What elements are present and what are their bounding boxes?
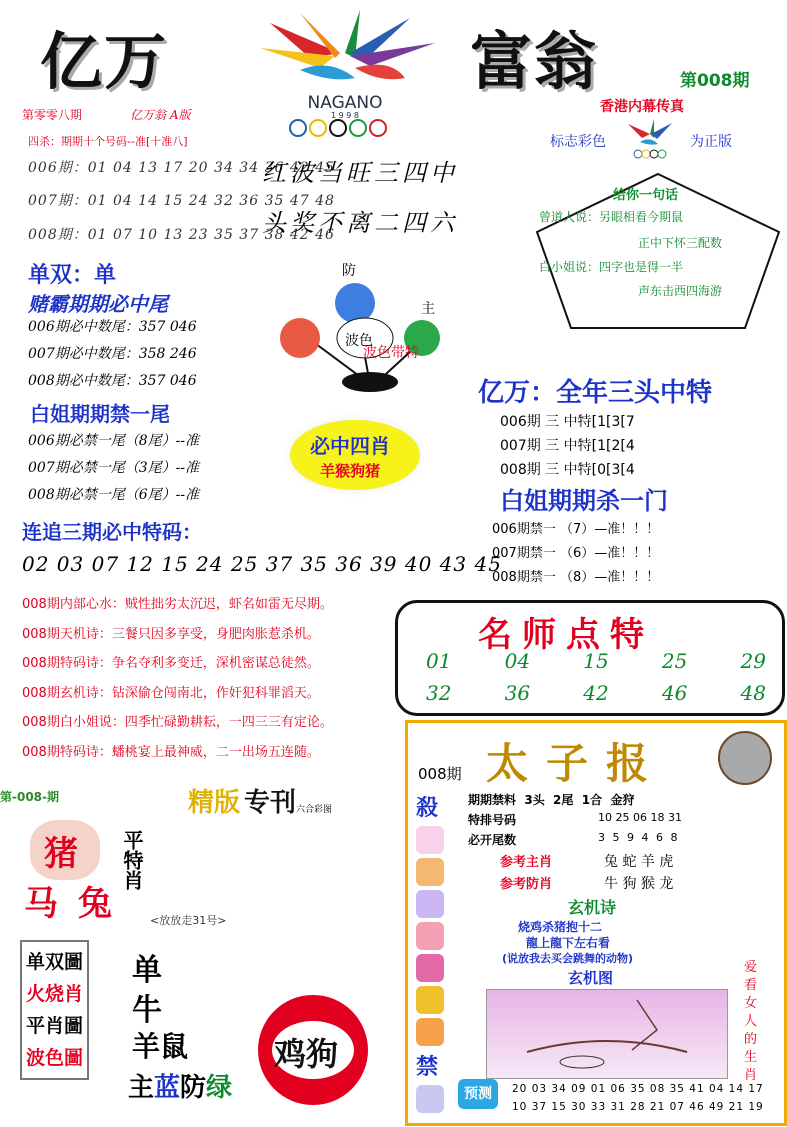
chicken-dog-badge (258, 995, 368, 1105)
pentagon-title: 给你一句话 (613, 188, 679, 203)
yiwan-row: 008期 三 中特[0[3[4 (500, 462, 635, 478)
note-a: 标志彩色 (550, 134, 606, 150)
master-number: 15 (583, 649, 609, 673)
four-zodiac-list: 羊猴狗猪 (320, 462, 381, 480)
poem-line-1: 烧鸡杀猪抱十二 (518, 920, 603, 934)
tail-row: 006期必中数尾：357 046 (28, 319, 197, 335)
poem-list (22, 590, 333, 767)
ban-tail-row: 008期必禁一尾（6尾）--准 (28, 487, 200, 503)
ball-diagram (275, 258, 475, 398)
predict-label: 预测 (464, 1086, 492, 1102)
fax-title: 香港内幕传真 (600, 99, 684, 115)
taizi-row-2-label: 特排号码 (468, 813, 517, 827)
label-box (20, 940, 89, 1080)
ban-tail-row: 007期必禁一尾（3尾）--准 (28, 460, 200, 476)
master-title: 名师点特 (478, 615, 654, 655)
olympic-flower-icon (240, 8, 450, 138)
taizi-issue: 008期 (418, 765, 462, 783)
yiwan-title: 亿万：全年三头中特 (478, 378, 713, 408)
baijie-row: 006期禁一 （7）—准！！！ (492, 522, 660, 537)
main-label: 主 (128, 1073, 155, 1103)
ten-numbers-row: 008期：01 07 10 13 23 35 37 38 42 46 (28, 227, 335, 243)
ban-label: 禁 (416, 1055, 439, 1080)
master-number: 48 (740, 681, 766, 705)
nagano-logo (240, 8, 450, 138)
pentagon-line: 正中下怀三配数 (638, 236, 723, 250)
issue-number: 第008期 (680, 71, 750, 91)
title-left: 亿万 (40, 25, 169, 98)
special-subtitle: 六合彩图 (296, 805, 333, 815)
poem-line: 008期天机诗：三餐只因多享受，身肥肉胀惹杀机。 (22, 626, 320, 642)
master-number: 36 (504, 681, 531, 705)
blue-label: 蓝 (154, 1073, 181, 1103)
master-number: 46 (661, 681, 688, 705)
taizi-row-1: 期期禁料 3头 2尾 1合 金狩 (468, 793, 635, 807)
ban-tail-title: 白姐期期禁一尾 (30, 402, 170, 426)
master-number: 32 (426, 681, 452, 705)
sheep-rat-chars: 羊鼠 (132, 1030, 189, 1063)
poem-line: 008期内部心水：贼性拙劣太沉迟，虾名如雷无尽期。 (22, 597, 333, 612)
tiger-icon (416, 890, 444, 918)
green-label: 绿 (206, 1073, 233, 1103)
svg-text:NAGANO: NAGANO (307, 93, 383, 113)
pentagon-line: 白小姐说：四字也是得一半 (539, 260, 684, 274)
master-number: 25 (661, 649, 688, 673)
zodiac-column (416, 791, 454, 1121)
monkey-icon (416, 1018, 444, 1046)
master-number: 29 (740, 649, 766, 673)
pentagon-line: 声东击西四海游 (638, 284, 723, 298)
dragon-icon (416, 954, 444, 982)
baijie-title: 白姐期期杀一门 (500, 487, 668, 515)
poem-line: 008期白小姐说：四季忙碌勤耕耘，一四三三有定论。 (22, 715, 333, 730)
taizi-row-4-label: 参考主肖 (500, 855, 553, 870)
tail-row: 008期必中数尾：357 046 (28, 373, 197, 389)
big-char-3: 兔 (78, 884, 112, 924)
poem-title: 玄机诗 (568, 898, 617, 917)
pentagon-box (533, 172, 783, 332)
horse-icon (416, 986, 444, 1014)
master-number: 01 (426, 649, 452, 673)
ox-char: 牛 (132, 993, 162, 1028)
side-vertical-text: 爱看女人的生肖 (744, 960, 758, 1083)
predict-numbers-2: 10 37 15 30 33 31 28 21 07 46 49 21 19 (512, 1101, 764, 1113)
label-line: 波色圖 (26, 1047, 84, 1069)
taizi-panel (405, 720, 787, 1126)
taizi-row-4-value: 兔 蛇 羊 虎 (604, 854, 674, 870)
note-b: 为正版 (690, 134, 732, 150)
taizi-row-2-value: 10 25 06 18 31 (598, 811, 682, 824)
baijie-row: 008期禁一 （8）—准！！！ (492, 570, 660, 585)
special-title-b: 专刊 (244, 788, 297, 818)
master-number: 42 (583, 681, 609, 705)
rat-icon (416, 826, 444, 854)
poem-line-2: 龍上龍下左右看 (526, 936, 611, 950)
slogan-line-2: 头奖不离二四六 (262, 209, 458, 237)
predict-numbers-1: 20 03 34 09 01 06 35 08 35 41 04 14 17 (512, 1083, 764, 1095)
poem-line: 008期特码诗：争名夺利多变迁，深机密谋总徒然。 (22, 656, 320, 671)
special-issue-number: 第-008-期 (0, 790, 60, 804)
consecutive-title: 连追三期必中特码： (22, 520, 202, 544)
master-number: 04 (504, 649, 531, 673)
kill-label: 殺 (416, 796, 439, 821)
special-issue-panel (0, 780, 395, 1127)
rabbit-icon (416, 922, 444, 950)
svg-text:1 9 9 8: 1 9 9 8 (331, 111, 359, 120)
small-logo-icon (620, 118, 680, 160)
color-line (128, 1067, 232, 1104)
issue-label: 第零零八期 (22, 108, 83, 122)
tail-title: 赌霸期期必中尾 (28, 292, 168, 316)
poem-line: 008期玄机诗：钻深偷仓闯南北，作奸犯科罪滔天。 (22, 685, 320, 701)
special-title-a: 精版 (188, 788, 241, 818)
yiwan-row: 007期 三 中特[1[2[4 (500, 438, 635, 454)
ban-tail-row: 006期必禁一尾（8尾）--准 (28, 433, 200, 449)
big-char-1: 猪 (44, 834, 78, 874)
label-line: 火烧肖 (26, 983, 84, 1005)
side-vertical: 平特肖 (120, 830, 144, 890)
ten-numbers-row: 006期：01 04 13 17 20 34 34 36 42 45 (28, 160, 335, 176)
single-char: 单 (132, 953, 162, 988)
ball-right-label: 主 (421, 301, 435, 317)
shield-icon (718, 731, 772, 785)
master-box (395, 600, 785, 716)
chicken-dog-text: 鸡狗 (274, 1035, 339, 1073)
taizi-row-5-label: 参考防肖 (500, 877, 553, 892)
taizi-title: 太子报 (486, 739, 667, 788)
pentagon-line: 曾道人说：另眼相看今期鼠 (539, 210, 684, 224)
big-char-2: 马 (24, 884, 58, 924)
four-zodiac-badge (290, 420, 420, 490)
picture-title: 玄机图 (568, 969, 614, 987)
tail-row: 007期必中数尾：358 246 (28, 346, 197, 362)
slogan-line-1: 红波当旺三四中 (262, 159, 458, 187)
kill-four-label: 四杀：期期十个号码--准[十准八] (28, 135, 188, 148)
ten-numbers-row: 007期：01 04 14 15 24 32 36 35 47 48 (28, 193, 335, 209)
four-zodiac-title: 必中四肖 (310, 434, 390, 458)
riddle-picture (486, 989, 728, 1079)
label-line: 单双圖 (26, 951, 84, 973)
taizi-row-3-label: 必开尾数 (468, 833, 517, 847)
ball-center-label: 波色 (345, 333, 373, 349)
consecutive-numbers: 02 03 07 12 15 24 25 37 35 36 39 40 43 45 (22, 552, 502, 576)
fang-label: 防 (180, 1073, 207, 1103)
mid-label: <放放走31号> (150, 914, 227, 927)
ball-special-label: 波色带特 (363, 345, 419, 361)
dog-icon (416, 1085, 444, 1113)
ball-top-label: 防 (342, 263, 356, 279)
poem-line-3: (说放我去买会跳舞的动物) (502, 952, 634, 965)
predict-badge (458, 1079, 498, 1109)
taizi-row-5-value: 牛 狗 猴 龙 (604, 876, 674, 892)
label-line: 平肖圖 (26, 1015, 84, 1037)
ox-icon (416, 858, 444, 886)
version-label: 亿万翁 A版 (130, 108, 191, 122)
taizi-row-3-value: 3 5 9 4 6 8 (598, 831, 680, 844)
yiwan-row: 006期 三 中特[1[3[7 (500, 414, 635, 430)
master-row-2 (426, 681, 766, 705)
poem-line: 008期特码诗：蟠桃宴上最神威，二一出场五连随。 (22, 744, 320, 760)
baijie-row: 007期禁一 （6）—准！！！ (492, 546, 660, 561)
master-row-1 (426, 649, 766, 673)
odd-even-label: 单双：单 (28, 263, 117, 288)
title-right: 富翁 (470, 25, 599, 98)
